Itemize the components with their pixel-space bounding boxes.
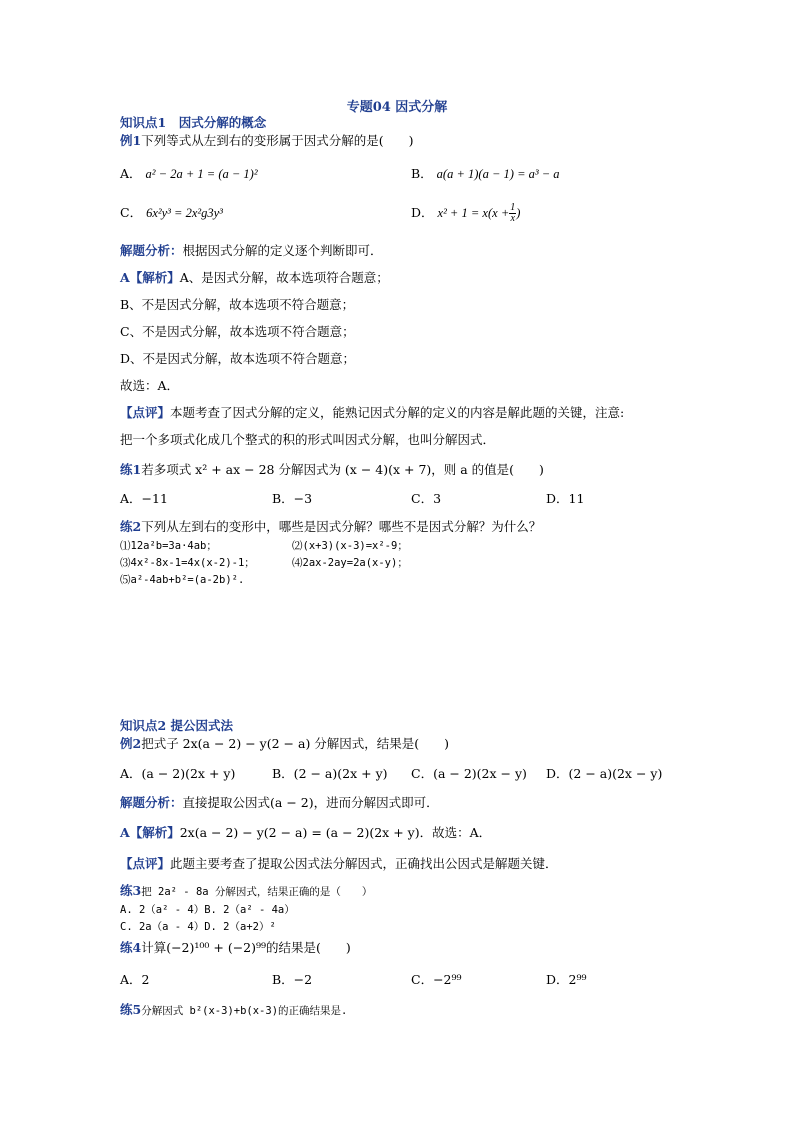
analysis-text: 直接提取公因式(a − 2)，进而分解因式即可． [182, 795, 439, 810]
practice-label: 练5 [120, 1002, 142, 1017]
practice-text: 若多项式 x² + ax − 28 分解因式为 (x − 4)(x + 7)，则 a 的值是( ) [141, 462, 544, 477]
analysis-1 [120, 243, 383, 259]
answer-text: A、是因式分解，故本选项符合题意； [179, 270, 389, 285]
example-2-stem [120, 736, 449, 752]
comment-text: 此题主要考查了提取公因式法分解因式，正确找出公因式是解题关键． [170, 856, 558, 871]
comment-1 [120, 405, 624, 421]
comment-text: 本题考查了因式分解的定义，能熟记因式分解的定义的内容是解此题的关键，注意: [170, 405, 625, 420]
practice-2-stem [120, 519, 541, 535]
analysis-text: 根据因式分解的定义逐个判断即可． [182, 243, 383, 258]
practice-4-stem [120, 940, 351, 956]
practice-label: 练4 [120, 940, 142, 955]
example-label: 例2 [120, 736, 142, 751]
option-expr-end: ) [516, 206, 521, 220]
answer-1-line-3: C、不是因式分解，故本选项不符合题意； [120, 324, 355, 339]
example-2-option-b: B．(2 − a)(2x + y) [272, 766, 388, 781]
practice-4-option-d: D．2⁹⁹ [546, 972, 587, 987]
practice-label: 练3 [120, 883, 142, 898]
practice-3-options-line-2: C. 2a（a - 4）D. 2（a+2）² [120, 921, 276, 933]
option-expr: x² + 1 = x(x + [437, 206, 510, 220]
option-label: C． [120, 205, 143, 220]
section-heading-1: 知识点1 因式分解的概念 [120, 115, 267, 130]
example-1-option-a [120, 166, 258, 182]
answer-text: 2x(a − 2) − y(2 − a) = (a − 2)(2x + y)．故选：A． [179, 825, 492, 840]
practice-text: 下列从左到右的变形中，哪些是因式分解？哪些不是因式分解？为什么？ [141, 519, 542, 534]
practice-2-item-2: ⑵(x+3)(x-3)=x²-9； [292, 540, 408, 552]
practice-1-option-b: B．−3 [272, 491, 313, 506]
option-expr: 6x²y³ = 2x²g3y³ [146, 206, 223, 220]
practice-1-option-d: D．11 [546, 491, 585, 506]
answer-1-line-1 [120, 270, 389, 286]
practice-1-option-c: C．3 [411, 491, 442, 506]
example-1-stem [120, 133, 413, 149]
fraction-denominator: x [510, 213, 515, 224]
analysis-label: 解题分析： [120, 795, 183, 810]
page-title: 专题04 因式分解 [346, 100, 448, 115]
practice-4-option-a: A．2 [120, 972, 150, 987]
practice-3-options-line-1: A. 2（a² - 4）B. 2（a² - 4a） [120, 904, 295, 916]
comment-tag: 【点评】 [120, 856, 171, 871]
practice-label: 练2 [120, 519, 142, 534]
example-2-option-a: A．(a − 2)(2x + y) [120, 766, 236, 781]
practice-1-stem [120, 462, 544, 478]
practice-text: 分解因式 b²(x-3)+b(x-3)的正确结果是. [141, 1005, 348, 1017]
comment-1-line-2: 把一个多项式化成几个整式的积的形式叫因式分解，也叫分解因式． [120, 432, 496, 447]
practice-4-option-b: B．−2 [272, 972, 313, 987]
practice-4-option-c: C．−2⁹⁹ [411, 972, 462, 987]
comment-tag: 【点评】 [120, 405, 171, 420]
analysis-label: 解题分析： [120, 243, 183, 258]
practice-3-stem [120, 883, 372, 899]
answer-1-line-4: D、不是因式分解，故本选项不符合题意； [120, 351, 356, 366]
analysis-2 [120, 795, 439, 811]
comment-2 [120, 856, 558, 872]
fraction-numerator: 1 [510, 202, 516, 213]
example-1-option-c [120, 205, 223, 221]
practice-2-item-4: ⑷2ax-2ay=2a(x-y)； [292, 557, 408, 569]
option-label: B． [411, 166, 433, 181]
example-2-option-c: C．(a − 2)(2x − y) [411, 766, 527, 781]
answer-2 [120, 825, 491, 841]
example-1-label: 例1 [120, 133, 142, 148]
example-2-option-d: D．(2 − a)(2x − y) [546, 766, 663, 781]
practice-label: 练1 [120, 462, 142, 477]
section-heading-2: 知识点2 提公因式法 [120, 718, 234, 733]
example-1-option-b [411, 166, 560, 182]
option-label: A． [120, 166, 142, 181]
example-text: 把式子 2x(a − 2) − y(2 − a) 分解因式，结果是( ) [141, 736, 450, 751]
practice-2-item-1: ⑴12a²b=3a·4ab； [120, 540, 217, 552]
practice-2-item-5: ⑸a²-4ab+b²=(a-2b)². [120, 574, 245, 586]
practice-5-stem [120, 1002, 347, 1018]
option-label: D． [411, 205, 434, 220]
practice-2-item-3: ⑶4x²-8x-1=4x(x-2)-1； [120, 557, 255, 569]
answer-tag: A【解析】 [120, 270, 180, 285]
answer-1-line-5: 故选：A． [120, 378, 180, 393]
example-1-text: 下列等式从左到右的变形属于因式分解的是( ) [141, 133, 414, 148]
practice-text: 计算(−2)¹⁰⁰ + (−2)⁹⁹的结果是( ) [141, 940, 351, 955]
practice-text: 把 2a² - 8a 分解因式，结果正确的是（ ） [141, 886, 373, 898]
practice-1-option-a: A．−11 [120, 491, 168, 506]
option-expr: a(a + 1)(a − 1) = a³ − a [436, 167, 560, 181]
answer-1-line-2: B、不是因式分解，故本选项不符合题意； [120, 297, 355, 312]
option-expr: a² − 2a + 1 = (a − 1)² [145, 167, 258, 181]
answer-tag: A【解析】 [120, 825, 180, 840]
example-1-option-d [411, 200, 520, 226]
